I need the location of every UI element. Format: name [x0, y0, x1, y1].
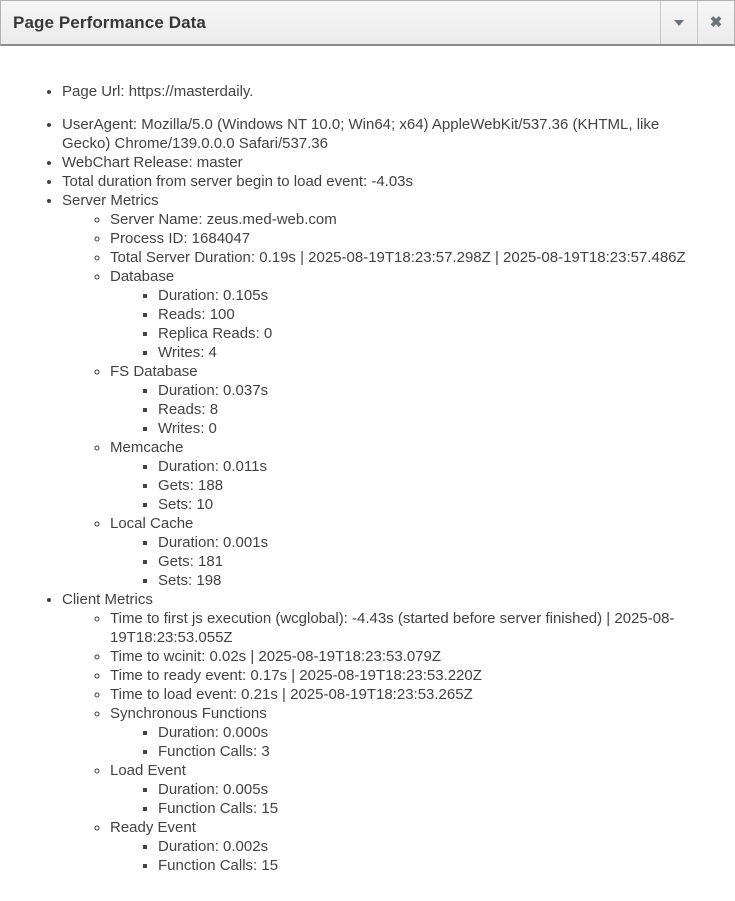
- list-item: [110, 229, 710, 248]
- list-item-text: Reads: 8: [158, 401, 219, 418]
- list-item: [158, 856, 710, 875]
- list-item-text: Time to first js execution (wcglobal): -4.43s (started before server finished) | 2025-08-19T18:23:53.055Z: [110, 610, 675, 646]
- list-item: [62, 82, 710, 115]
- list-item-text: Server Name: zeus.med-web.com: [110, 211, 337, 228]
- list-item-text: Duration: 0.002s: [158, 838, 269, 855]
- list-item: [158, 837, 710, 856]
- list-item: [158, 305, 710, 324]
- metrics-list: [22, 82, 710, 875]
- list-item-text: Duration: 0.005s: [158, 781, 269, 798]
- list-item: [158, 571, 710, 590]
- list-item: [62, 153, 710, 172]
- metrics-list-level-1: [62, 210, 710, 590]
- list-item: [158, 324, 710, 343]
- dialog-content: [0, 46, 735, 875]
- list-item-text: UserAgent: Mozilla/5.0 (Windows NT 10.0; Win64; x64) AppleWebKit/537.36 (KHTML, like Gecko) Chrome/139.0.0.0 Safari/537.36: [62, 116, 660, 152]
- list-item: [110, 647, 710, 666]
- list-item-text: Server Metrics: [62, 192, 159, 209]
- list-item: [158, 476, 710, 495]
- close-button[interactable]: [697, 1, 734, 44]
- list-item-text: Client Metrics: [62, 591, 153, 608]
- metrics-list-level-2: [110, 533, 710, 590]
- list-item-text: Time to load event: 0.21s | 2025-08-19T18:23:53.265Z: [110, 686, 473, 703]
- close-icon: ✖: [709, 14, 723, 31]
- list-item: [158, 552, 710, 571]
- list-item-text: Duration: 0.011s: [158, 458, 267, 475]
- list-item: [158, 286, 710, 305]
- list-item: [158, 799, 710, 818]
- list-item: [158, 400, 710, 419]
- list-item-text: Sets: 10: [158, 496, 214, 513]
- list-item: [158, 533, 710, 552]
- list-item-text: Writes: 0: [158, 420, 217, 437]
- list-item: [62, 590, 710, 875]
- list-item: [158, 780, 710, 799]
- list-item-text: Replica Reads: 0: [158, 325, 273, 342]
- list-item-text: Process ID: 1684047: [110, 230, 251, 247]
- list-item: [110, 704, 710, 761]
- list-item: [110, 438, 710, 514]
- list-item: [110, 685, 710, 704]
- list-item-text: Load Event: [110, 762, 186, 779]
- metrics-list-level-2: [110, 286, 710, 362]
- redacted-text: [62, 101, 710, 115]
- metrics-list-level-2: [110, 837, 710, 875]
- list-item-text: Local Cache: [110, 515, 194, 532]
- list-item: [158, 457, 710, 476]
- list-item-text: Writes: 4: [158, 344, 217, 361]
- list-item-text: Duration: 0.037s: [158, 382, 269, 399]
- metrics-list-level-1: [62, 609, 710, 875]
- list-item-text: Synchronous Functions: [110, 705, 267, 722]
- list-item-text: Sets: 198: [158, 572, 222, 589]
- list-item-text: Time to wcinit: 0.02s | 2025-08-19T18:23:53.079Z: [110, 648, 442, 665]
- list-item-text: FS Database: [110, 363, 198, 380]
- list-item: [110, 248, 710, 267]
- list-item: [158, 723, 710, 742]
- list-item: [158, 419, 710, 438]
- list-item: [110, 362, 710, 438]
- list-item-text: Gets: 181: [158, 553, 224, 570]
- metrics-list-level-2: [110, 381, 710, 438]
- list-item-text: Ready Event: [110, 819, 196, 836]
- dialog-title: Page Performance Data: [13, 12, 206, 32]
- list-item-text: Duration: 0.000s: [158, 724, 269, 741]
- list-item-text: Database: [110, 268, 175, 285]
- list-item: [110, 514, 710, 590]
- list-item: [110, 761, 710, 818]
- list-item: [158, 343, 710, 362]
- metrics-list-level-2: [110, 457, 710, 514]
- list-item-text: WebChart Release: master: [62, 154, 243, 171]
- list-item-text: Duration: 0.001s: [158, 534, 269, 551]
- metrics-list-level-0: [22, 82, 710, 875]
- list-item: [110, 818, 710, 875]
- metrics-list-level-2: [110, 780, 710, 818]
- dialog-titlebar[interactable]: [0, 0, 735, 46]
- list-item-text: Function Calls: 15: [158, 857, 279, 874]
- list-item: [110, 609, 710, 647]
- list-item: [110, 210, 710, 229]
- list-item-text: Function Calls: 3: [158, 743, 270, 760]
- list-item-text: Duration: 0.105s: [158, 287, 269, 304]
- list-item: [110, 666, 710, 685]
- list-item: [158, 495, 710, 514]
- list-item-text: Page Url: https://masterdaily.: [62, 83, 254, 100]
- list-item: [62, 115, 710, 153]
- list-item-text: Total Server Duration: 0.19s | 2025-08-19T18:23:57.298Z | 2025-08-19T18:23:57.486Z: [110, 249, 686, 266]
- list-item-text: Total duration from server begin to load event: -4.03s: [62, 173, 414, 190]
- metrics-list-level-2: [110, 723, 710, 761]
- list-item-text: Reads: 100: [158, 306, 235, 323]
- chevron-down-icon: [674, 20, 684, 26]
- list-item: [158, 381, 710, 400]
- list-item-text: Gets: 188: [158, 477, 224, 494]
- list-item-text: Function Calls: 15: [158, 800, 279, 817]
- list-item-text: Time to ready event: 0.17s | 2025-08-19T18:23:53.220Z: [110, 667, 482, 684]
- list-item: [158, 742, 710, 761]
- list-item: [110, 267, 710, 362]
- list-item: [62, 191, 710, 590]
- list-item-text: Memcache: [110, 439, 184, 456]
- collapse-button[interactable]: [660, 1, 697, 44]
- list-item: [62, 172, 710, 191]
